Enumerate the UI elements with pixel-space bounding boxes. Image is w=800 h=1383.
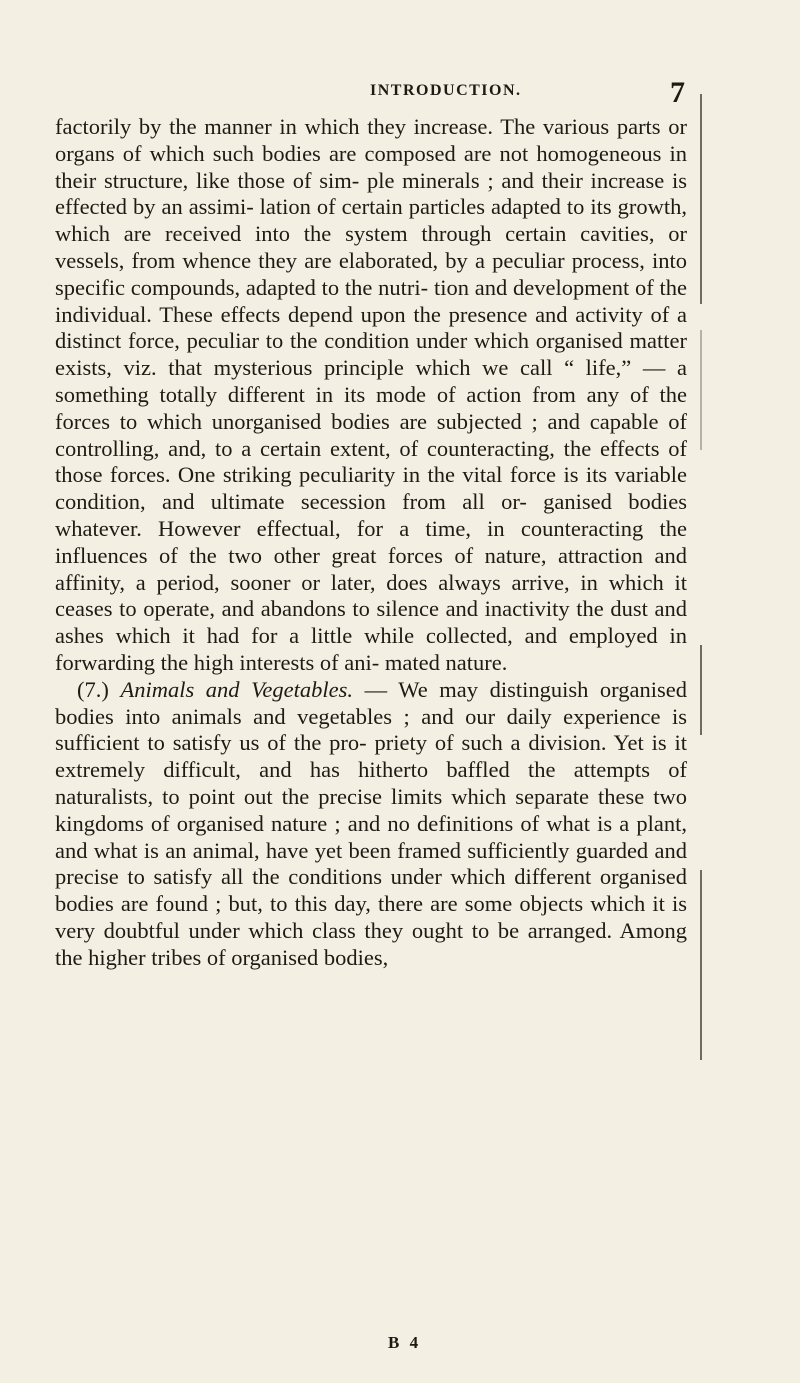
section-number: (7.) <box>77 676 109 702</box>
signature-mark: B 4 <box>388 1333 422 1352</box>
paragraph-2 <box>55 677 687 972</box>
page-edge-shadow <box>700 330 702 450</box>
page-edge-shadow <box>700 645 702 735</box>
page-edge-shadow <box>700 94 702 304</box>
section-title: Animals and Vegetables. <box>120 676 353 702</box>
page-edge-shadow <box>700 870 702 1060</box>
paragraph-2-text: — We may distinguish organised bodies into animals and vegetables ; and our daily experience is sufficient to satisfy us of the pro- priety of such a division. Yet is it extremely difficult, and has hitherto baffled the attempts of naturalists, to point out the precise limits which separate these two kingdoms of organised nature ; and no definitions of what is a plant, and what is an animal, have yet been framed sufficiently guarded and precise to satisfy all the conditions under which different organised bodies are found ; but, to this day, there are some objects which it is very doubtful under which class they ought to be arranged. Among the higher tribes of organised bodies, <box>55 676 688 970</box>
page-number: 7 <box>670 76 685 109</box>
running-head <box>0 76 800 109</box>
body-text <box>55 114 687 972</box>
paragraph-1: factorily by the manner in which they increase. The various parts or organs of which such bodies are composed are not homogeneous in their structure, like those of sim- ple minerals ; and their increase is effected by an assimi- lation of certain particles adapted to its growth, which are received into the system through certain cavities, or vessels, from whence they are elaborated, by a peculiar process, into specific compounds, adapted to the nutri- tion and development of the individual. These effects depend upon the presence and activity of a distinct force, peculiar to the condition under which organised matter exists, viz. that mysterious principle which we call “ life,” — a something totally different in its mode of action from any of the forces to which unorganised bodies are subjected ; and capable of controlling, and, to a certain extent, of counteracting, the effects of those forces. One striking peculiarity in the vital force is its variable condition, and ultimate secession from all or- ganised bodies whatever. However effectual, for a time, in counteracting the influences of the two other great forces of nature, attraction and affinity, a period, sooner or later, does always arrive, in which it ceases to operate, and abandons to silence and inactivity the dust and ashes which it had for a little while collected, and employed in forwarding the high interests of ani- mated nature. <box>55 114 687 675</box>
running-title: INTRODUCTION. <box>370 82 522 99</box>
